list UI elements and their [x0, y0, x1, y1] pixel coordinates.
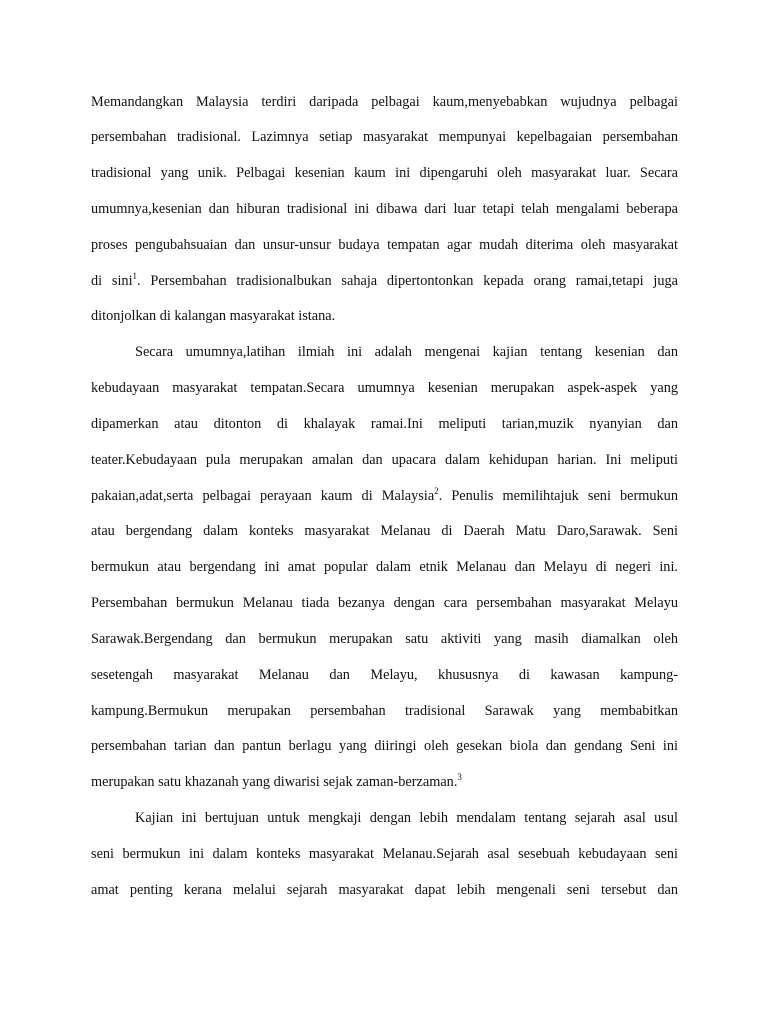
paragraph-2-line-13 [91, 770, 678, 794]
line-text-after-footnote: . Persembahan tradisionalbukan sahaja dipertontonkan kepada orang ramai,tetapi juga [137, 273, 679, 289]
paragraph-2-line-9: Sarawak.Bergendang dan bermukun merupakan satu aktiviti yang masih diamalkan oleh [91, 631, 678, 647]
line-text-before-footnote: di sini [91, 273, 133, 289]
paragraph-3-line-2: seni bermukun ini dalam konteks masyarakat Melanau.Sejarah asal sesebuah kebudayaan seni [91, 846, 678, 862]
footnote-ref-2[interactable]: 2 [434, 486, 439, 496]
paragraph-2-line-5 [91, 484, 678, 508]
paragraph-2-line-12: persembahan tarian dan pantun berlagu yang diiringi oleh gesekan biola dan gendang Seni ini [91, 738, 678, 754]
footnote-ref-1[interactable]: 1 [132, 271, 138, 281]
paragraph-1-line-4: umumnya,kesenian dan hiburan tradisional ini dibawa dari luar tetapi telah mengalami beberapa [91, 201, 678, 217]
footnote-ref-3[interactable]: 3 [457, 772, 462, 782]
paragraph-1-line-6 [91, 269, 678, 293]
paragraph-2-line-2: kebudayaan masyarakat tempatan.Secara umumnya kesenian merupakan aspek-aspek yang [91, 380, 678, 396]
paragraph-2-line-4: teater.Kebudayaan pula merupakan amalan dan upacara dalam kehidupan harian. Ini meliputi [91, 452, 678, 468]
paragraph-1-line-2: persembahan tradisional. Lazimnya setiap masyarakat mempunyai kepelbagaian persembahan [91, 129, 678, 145]
paragraph-1-line-1: Memandangkan Malaysia terdiri daripada pelbagai kaum,menyebabkan wujudnya pelbagai [91, 94, 678, 110]
paragraph-2-line-8: Persembahan bermukun Melanau tiada bezanya dengan cara persembahan masyarakat Melayu [91, 595, 678, 611]
paragraph-1-line-7: ditonjolkan di kalangan masyarakat istana. [91, 308, 336, 324]
line-text-before-footnote: merupakan satu khazanah yang diwarisi sejak zaman-berzaman. [91, 774, 458, 790]
paragraph-2-line-3: dipamerkan atau ditonton di khalayak ramai.Ini meliputi tarian,muzik nyanyian dan [91, 416, 678, 432]
line-text-after-footnote: . Penulis memilihtajuk seni bermukun [438, 488, 678, 504]
paragraph-3-line-3: amat penting kerana melalui sejarah masyarakat dapat lebih mengenali seni tersebut dan [91, 882, 678, 898]
line-text-before-footnote: pakaian,adat,serta pelbagai perayaan kaum di Malaysia [91, 488, 435, 504]
paragraph-2-line-10: sesetengah masyarakat Melanau dan Melayu, khususnya di kawasan kampung- [91, 667, 678, 683]
paragraph-2-line-6: atau bergendang dalam konteks masyarakat Melanau di Daerah Matu Daro,Sarawak. Seni [91, 523, 678, 539]
paragraph-1-line-5: proses pengubahsuaian dan unsur-unsur budaya tempatan agar mudah diterima oleh masyarakat [91, 237, 678, 253]
paragraph-2-line-1: Secara umumnya,latihan ilmiah ini adalah mengenai kajian tentang kesenian dan [135, 344, 678, 360]
paragraph-1-line-3: tradisional yang unik. Pelbagai kesenian kaum ini dipengaruhi oleh masyarakat luar. Secara [91, 165, 678, 181]
paragraph-3-line-1: Kajian ini bertujuan untuk mengkaji dengan lebih mendalam tentang sejarah asal usul [135, 810, 678, 826]
paragraph-2-line-7: bermukun atau bergendang ini amat popular dalam etnik Melanau dan Melayu di negeri ini. [91, 559, 678, 575]
paragraph-2-line-11: kampung.Bermukun merupakan persembahan tradisional Sarawak yang membabitkan [91, 703, 678, 719]
